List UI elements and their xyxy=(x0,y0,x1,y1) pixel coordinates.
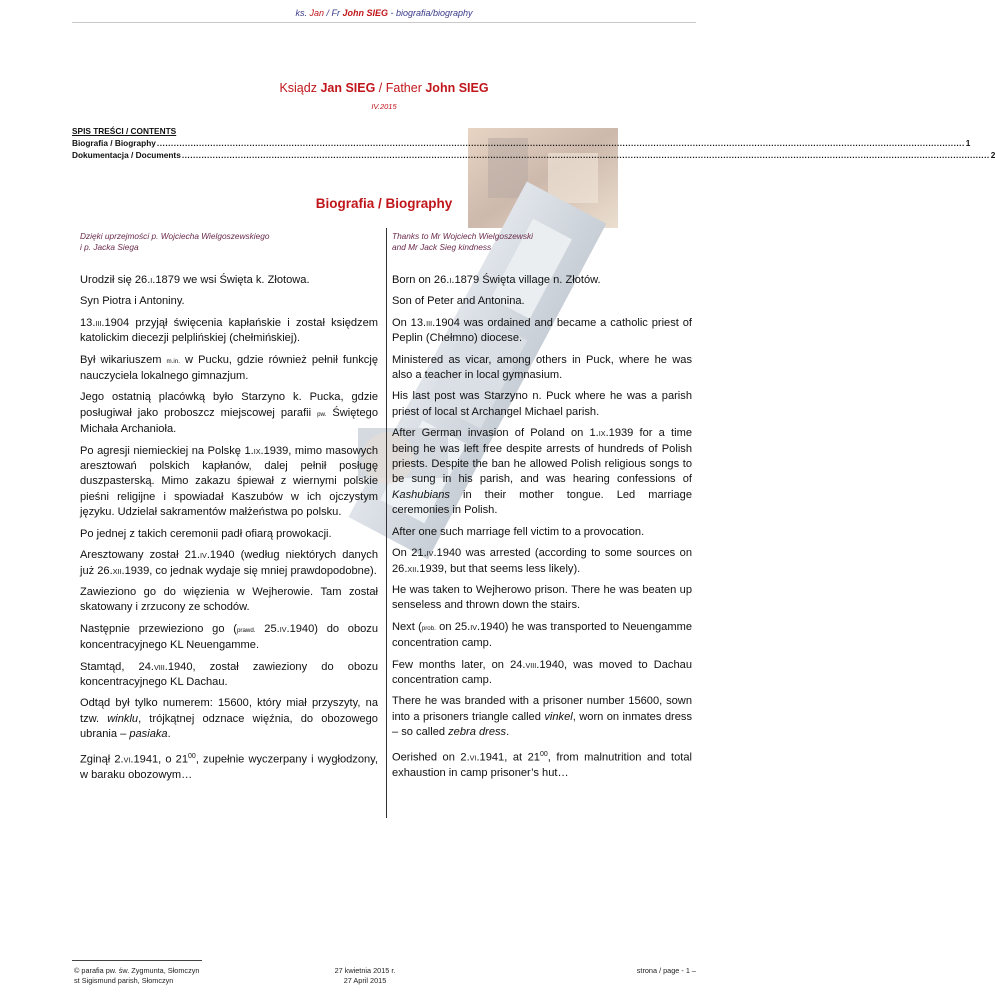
footer-page-number: strona / page - 1 – xyxy=(636,966,696,975)
toc-dot-leader: ................................................................................................................................................................................................................................................................................................ xyxy=(156,138,965,148)
paragraph: Po jednej z takich ceremonii padł ofiarą prowokacji. xyxy=(80,527,332,540)
paragraph: There he was branded with a prisoner number 15600, sown into a prisoners triangle called vinkel, worn on inmates dress – so called zebra dress. xyxy=(392,695,692,739)
paragraph: After one such marriage fell victim to a provocation. xyxy=(392,525,645,538)
toc-heading: SPIS TREŚCI / CONTENTS xyxy=(72,126,177,136)
paragraph: On 21.IV.1940 was arrested (according to some sources on 26.XII.1939, but that seems less likely). xyxy=(392,547,692,575)
header-name: John SIEG xyxy=(342,8,388,18)
footer-rule xyxy=(72,960,202,961)
paragraph: Next (prob. on 25.IV.1940) he was transported to Neuengamme concentration camp. xyxy=(392,620,692,650)
english-column xyxy=(392,231,692,787)
paragraph: Born on 26.I.1879 Święta village n. Złotów. xyxy=(392,274,601,286)
paragraph: Ministered as vicar, among others in Puck, where he was also a teacher in local gymnasium. xyxy=(392,353,692,382)
column-divider xyxy=(386,228,387,818)
paragraph: Odtąd był tylko numerem: 15600, który miał przyszyty, na tzw. winklu, trójkątnej odznace więźnia, do obozowego ubrania – pasiaka. xyxy=(80,697,378,741)
toc-entry[interactable] xyxy=(72,138,971,150)
paragraph: Następnie przewieziono go (prawd. 25.IV.1940) do obozu koncentracyjnego KL Neuengamme. xyxy=(80,622,378,652)
toc-dot-leader: ................................................................................................................................................................................................................................................................................................ xyxy=(181,150,990,160)
acknowledgement: Thanks to Mr Wojciech Wielgoszewski and Mr Jack Sieg kindness xyxy=(392,231,534,252)
paragraph: Oerished on 2.VI.1941, at $21^{00}$, from malnutrition and total exhaustion in camp prisoner’s hut… xyxy=(392,750,692,779)
running-header: ks. Jan / Fr John SIEG - biografia/biography xyxy=(295,8,473,18)
paragraph: His last post was Starzyno n. Puck where he was a parish priest of local st Archangel Michael parish. xyxy=(392,390,692,418)
polish-column xyxy=(80,231,378,789)
paragraph: Syn Piotra i Antoniny. xyxy=(80,295,185,308)
toc-entry-page: 2 xyxy=(990,150,995,160)
paragraph: Zawieziono go do więzienia w Wejherowie. Tam został skatowany i zrzucony ze schodów. xyxy=(80,585,378,614)
acknowledgement: Dzięki uprzejmości p. Wojciecha Wielgoszewskiego i p. Jacka Siega xyxy=(80,231,270,252)
footer-date: 27 kwietnia 2015 r. 27 April 2015 xyxy=(334,966,396,985)
paragraph: On 13.III.1904 was ordained and became a catholic priest of Peplin (Chełmno) diocese. xyxy=(392,316,692,345)
paragraph: Son of Peter and Antonina. xyxy=(392,295,525,308)
document-title: Ksiądz Jan SIEG / Father John SIEG xyxy=(279,81,489,95)
toc-entry[interactable] xyxy=(72,150,995,162)
header-rule xyxy=(72,22,696,23)
paragraph: Few months later, on 24.VIII.1940, was moved to Dachau concentration camp. xyxy=(392,658,692,686)
paragraph: Był wikariuszem m.in. w Pucku, gdzie również pełnił funkcję nauczyciela lokalnego gimnazjum. xyxy=(80,353,378,383)
toc-entry-label: Dokumentacja / Documents xyxy=(72,150,181,160)
paragraph: He was taken to Wejherowo prison. There he was beaten up senseless and thrown down the stairs. xyxy=(392,583,692,612)
paragraph: Stamtąd, 24.VIII.1940, został zawieziony do obozu koncentracyjnego KL Dachau. xyxy=(80,660,378,688)
header-first-name: Jan xyxy=(309,8,324,18)
paragraph: Po agresji niemieckiej na Polskę 1.IX.1939, mimo masowych aresztowań polskich kapłanów, dalej pełnił posługę duszpasterską. Mimo zakazu śpiewał z wiernymi polskie pieśni religijne i spowiadał Kaszubów w ich ojczystym języku. Udzielał sakramentów małżeństwa po polsku. xyxy=(80,444,378,519)
toc-entry-page: 1 xyxy=(965,138,971,148)
section-title: Biografia / Biography xyxy=(315,196,453,211)
paragraph: Aresztowany został 21.IV.1940 (według niektórych danych już 26.XII.1939, co jednak wydaje się mniej prawdopodobne). xyxy=(80,549,378,577)
toc-entry-label: Biografia / Biography xyxy=(72,138,156,148)
table-of-contents xyxy=(72,126,995,162)
paragraph: After German invasion of Poland on 1.IX.1939 for a time being he was left free despite arrests of hundreds of Polish priests. Despite the ban he allowed Polish religious songs to be sung in his parish, and was hearing confessions of Kashubians in their mother tongue. Led marriage ceremonies in Polish. xyxy=(392,427,692,517)
paragraph: 13.III.1904 przyjął święcenia kapłańskie i został księdzem katolickim diecezji pelplińskiej (chełmińskiej). xyxy=(80,316,378,345)
paragraph: Zginął 2.VI.1941, o $21^{00}$, zupełnie wyczerpany i wygłodzony, w baraku obozowym… xyxy=(80,752,378,781)
document-date: IV.2015 xyxy=(371,102,397,111)
paragraph: Urodził się 26.I.1879 we wsi Święta k. Złotowa. xyxy=(80,274,310,286)
footer-parish: © parafia pw. św. Zygmunta, Słomczyn st Sigismund parish, Słomczyn xyxy=(74,966,200,985)
paragraph: Jego ostatnią placówką było Starzyno k. Pucka, gdzie posługiwał jako proboszcz miejscowej parafii pw. Świętego Michała Archanioła. xyxy=(80,391,378,436)
